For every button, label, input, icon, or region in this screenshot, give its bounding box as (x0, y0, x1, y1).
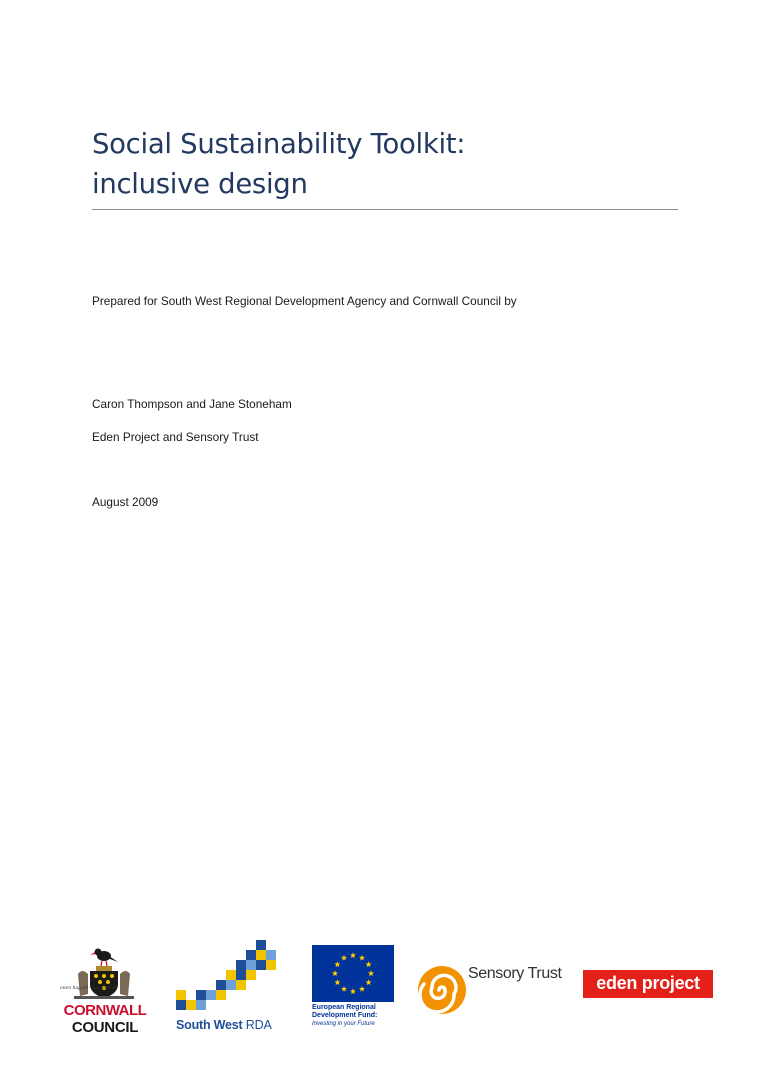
eu-star-icon (341, 986, 347, 992)
eu-star-icon (359, 955, 365, 961)
eu-stars-icon (312, 945, 394, 1002)
south-west-rda-logo (172, 938, 282, 1034)
eu-star-icon (368, 970, 374, 976)
cornwall-word: CORNWALL (63, 1002, 147, 1019)
date-text: August 2009 (92, 495, 159, 509)
eu-fund-text: European Regional Development Fund: Investing in your Future (312, 1004, 378, 1027)
sensory-trust-logo (416, 958, 576, 1022)
eu-star-icon (334, 979, 340, 985)
eu-star-icon (334, 961, 340, 967)
eu-star-icon (366, 961, 372, 967)
authors-text: Caron Thompson and Jane Stoneham (92, 397, 292, 411)
cornwall-council-logo (56, 944, 156, 1034)
sensory-spiral-icon (416, 958, 468, 1022)
rda-pixel-mosaic-icon (172, 938, 282, 1016)
eu-star-icon (366, 979, 372, 985)
title-divider (92, 209, 678, 210)
eden-project-logo (583, 970, 713, 998)
rda-label: South West RDA (176, 1018, 272, 1032)
document-title (92, 124, 692, 204)
european-regional-development-fund-logo (312, 945, 394, 1040)
sponsor-logos (0, 930, 768, 1040)
eu-flag-icon (312, 945, 394, 1002)
eu-star-icon (350, 988, 356, 994)
eden-project-name: eden project (596, 973, 700, 993)
cornwall-crest-icon (56, 944, 156, 1000)
eu-star-icon (350, 952, 356, 958)
council-word: COUNCIL (71, 1019, 139, 1036)
sensory-trust-name: Sensory Trust (468, 965, 562, 982)
eu-star-icon (341, 955, 347, 961)
prepared-for-text: Prepared for South West Regional Development Agency and Cornwall Council by (92, 294, 517, 308)
cornwall-motto: onen hag oll · one and all (60, 986, 118, 991)
title-line-1: Social Sustainability Toolkit: (92, 128, 466, 160)
organisations-text: Eden Project and Sensory Trust (92, 430, 259, 444)
eu-star-icon (332, 970, 338, 976)
eu-star-icon (359, 986, 365, 992)
title-line-2: inclusive design (92, 168, 308, 200)
